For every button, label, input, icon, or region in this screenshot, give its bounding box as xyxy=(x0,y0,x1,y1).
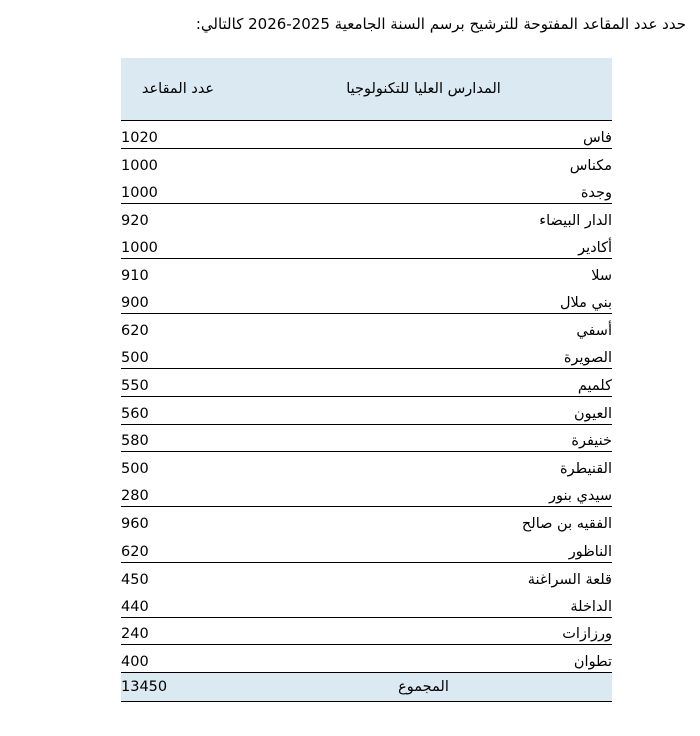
school-name: قلعة السراغنة xyxy=(235,562,612,590)
table-row xyxy=(121,121,612,149)
table-header-row xyxy=(121,58,612,121)
table-row xyxy=(121,396,612,424)
table-row xyxy=(121,562,612,590)
seat-count: 500 xyxy=(121,350,149,367)
school-name: الصويرة xyxy=(563,350,612,367)
seat-count: 560 xyxy=(121,396,235,424)
school-name: الدار البيضاء xyxy=(235,203,612,231)
header-seats: عدد المقاعد xyxy=(121,58,235,121)
table-row xyxy=(121,231,612,259)
school-name: العيون xyxy=(235,396,612,424)
table-row xyxy=(121,590,612,618)
seat-count: 400 xyxy=(121,645,235,673)
school-name: فاس xyxy=(235,121,612,149)
header-school: المدارس العليا للتكنولوجيا xyxy=(235,58,612,121)
school-name: القنيطرة xyxy=(235,452,612,480)
table-row xyxy=(121,286,612,314)
table-row xyxy=(121,314,612,342)
table-row xyxy=(121,617,612,645)
school-name: الداخلة xyxy=(570,598,612,615)
seat-count: 1000 xyxy=(121,148,235,176)
school-name: أسفي xyxy=(235,314,612,342)
seat-count: 1000 xyxy=(121,184,158,201)
seat-count: 240 xyxy=(121,617,235,645)
seat-count: 920 xyxy=(121,203,235,231)
school-name: وجدة xyxy=(580,184,612,201)
school-name: مكناس xyxy=(235,148,612,176)
seat-count: 1000 xyxy=(121,239,158,256)
table-row xyxy=(121,507,612,535)
intro-text: حدد عدد المقاعد المفتوحة للترشيح برسم السنة الجامعية 2025-2026 كالتالي: xyxy=(195,15,686,33)
table-row xyxy=(121,341,612,369)
school-name: تطوان xyxy=(235,645,612,673)
seat-count: 1020 xyxy=(121,121,235,149)
seat-count: 960 xyxy=(121,507,235,535)
seat-count: 280 xyxy=(121,488,149,505)
table-row xyxy=(121,203,612,231)
seat-count: 620 xyxy=(121,543,149,560)
seat-count: 580 xyxy=(121,424,235,452)
table-row xyxy=(121,645,612,673)
table-row xyxy=(121,479,612,507)
table-row xyxy=(121,148,612,176)
school-name: سيدي بنور xyxy=(549,488,612,505)
table-row xyxy=(121,258,612,286)
school-name: بني ملال xyxy=(559,295,612,312)
table-row xyxy=(121,176,612,204)
total-label: المجموع xyxy=(235,672,612,701)
school-name: أكادير xyxy=(578,239,612,256)
school-name: خنيفرة xyxy=(235,424,612,452)
table-body xyxy=(121,121,612,673)
total-row xyxy=(121,672,612,701)
seat-count: 450 xyxy=(121,562,235,590)
seats-table xyxy=(121,58,612,702)
table-row xyxy=(121,534,612,562)
school-name: الناظور xyxy=(568,543,612,560)
table-row xyxy=(121,424,612,452)
seat-count: 550 xyxy=(121,369,235,397)
school-name: سلا xyxy=(235,258,612,286)
school-name: ورزازات xyxy=(235,617,612,645)
seat-count: 620 xyxy=(121,314,235,342)
school-name: الفقيه بن صالح xyxy=(235,507,612,535)
seat-count: 910 xyxy=(121,258,235,286)
table-row xyxy=(121,452,612,480)
total-value: 13450 xyxy=(121,672,235,701)
table-row xyxy=(121,369,612,397)
school-name: كلميم xyxy=(235,369,612,397)
seat-count: 500 xyxy=(121,452,235,480)
seat-count: 440 xyxy=(121,598,149,615)
seat-count: 900 xyxy=(121,295,149,312)
